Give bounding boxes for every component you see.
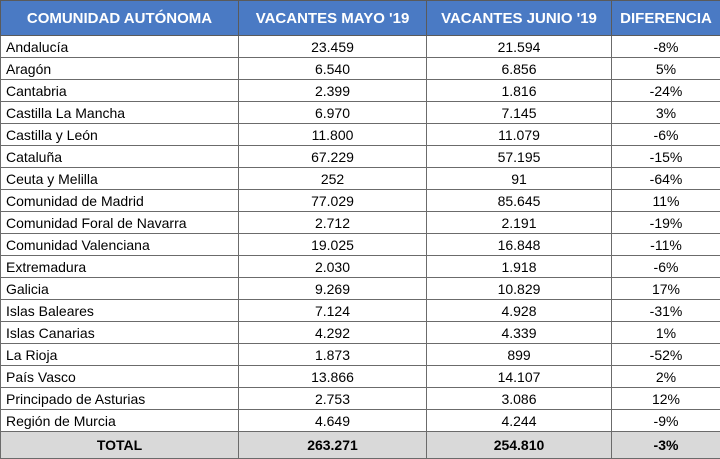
table-row: [1, 388, 720, 410]
diferencia: -6%: [612, 256, 720, 278]
header-vacantes-junio: VACANTES JUNIO '19: [427, 1, 612, 36]
table-row: [1, 146, 720, 168]
region-name: La Rioja: [1, 344, 239, 366]
diferencia: 1%: [612, 322, 720, 344]
region-name: Cataluña: [1, 146, 239, 168]
vacantes-junio: 57.195: [427, 146, 612, 168]
diferencia: -64%: [612, 168, 720, 190]
region-name: Islas Canarias: [1, 322, 239, 344]
vacantes-mayo: 19.025: [239, 234, 427, 256]
region-name: Cantabria: [1, 80, 239, 102]
vacantes-mayo: 67.229: [239, 146, 427, 168]
region-name: Andalucía: [1, 36, 239, 58]
header-diferencia: DIFERENCIA: [612, 1, 720, 36]
table-row: [1, 410, 720, 432]
vacantes-mayo: 77.029: [239, 190, 427, 212]
vacantes-mayo: 7.124: [239, 300, 427, 322]
vacantes-junio: 899: [427, 344, 612, 366]
table-row: [1, 278, 720, 300]
vacantes-mayo: 23.459: [239, 36, 427, 58]
vacantes-mayo: 2.399: [239, 80, 427, 102]
region-name: Región de Murcia: [1, 410, 239, 432]
region-name: Comunidad Valenciana: [1, 234, 239, 256]
diferencia: -19%: [612, 212, 720, 234]
table-row: [1, 300, 720, 322]
diferencia: 12%: [612, 388, 720, 410]
region-name: País Vasco: [1, 366, 239, 388]
table-row: [1, 344, 720, 366]
region-name: Ceuta y Melilla: [1, 168, 239, 190]
table-row: [1, 366, 720, 388]
vacantes-junio: 16.848: [427, 234, 612, 256]
vacantes-junio: 7.145: [427, 102, 612, 124]
vacantes-junio: 91: [427, 168, 612, 190]
diferencia: -24%: [612, 80, 720, 102]
vacantes-mayo: 9.269: [239, 278, 427, 300]
header-vacantes-mayo: VACANTES MAYO '19: [239, 1, 427, 36]
table-row: [1, 190, 720, 212]
vacantes-mayo: 6.540: [239, 58, 427, 80]
table-row: [1, 212, 720, 234]
table-row: [1, 102, 720, 124]
diferencia: -9%: [612, 410, 720, 432]
total-row: [1, 432, 720, 459]
vacantes-junio: 2.191: [427, 212, 612, 234]
vacantes-mayo: 2.712: [239, 212, 427, 234]
vacantes-junio: 85.645: [427, 190, 612, 212]
vacantes-junio: 1.918: [427, 256, 612, 278]
diferencia: -6%: [612, 124, 720, 146]
vacantes-junio: 21.594: [427, 36, 612, 58]
table-row: [1, 80, 720, 102]
vacantes-junio: 4.928: [427, 300, 612, 322]
vacantes-mayo: 252: [239, 168, 427, 190]
header-comunidad: COMUNIDAD AUTÓNOMA: [1, 1, 239, 36]
table-row: [1, 168, 720, 190]
table-row: [1, 58, 720, 80]
vacantes-mayo: 4.292: [239, 322, 427, 344]
region-name: Comunidad Foral de Navarra: [1, 212, 239, 234]
diferencia: -8%: [612, 36, 720, 58]
header-row: [1, 1, 720, 36]
region-name: Galicia: [1, 278, 239, 300]
diferencia: -11%: [612, 234, 720, 256]
region-name: Principado de Asturias: [1, 388, 239, 410]
vacantes-mayo: 2.753: [239, 388, 427, 410]
diferencia: 5%: [612, 58, 720, 80]
total-mayo: 263.271: [239, 432, 427, 459]
vacantes-junio: 1.816: [427, 80, 612, 102]
vacantes-junio: 14.107: [427, 366, 612, 388]
diferencia: 3%: [612, 102, 720, 124]
diferencia: -52%: [612, 344, 720, 366]
total-junio: 254.810: [427, 432, 612, 459]
region-name: Extremadura: [1, 256, 239, 278]
total-diferencia: -3%: [612, 432, 720, 459]
vacantes-mayo: 6.970: [239, 102, 427, 124]
diferencia: 17%: [612, 278, 720, 300]
vacantes-mayo: 11.800: [239, 124, 427, 146]
table-row: [1, 322, 720, 344]
vacantes-mayo: 4.649: [239, 410, 427, 432]
region-name: Castilla y León: [1, 124, 239, 146]
region-name: Islas Baleares: [1, 300, 239, 322]
table-row: [1, 36, 720, 58]
vacantes-junio: 4.244: [427, 410, 612, 432]
vacantes-mayo: 13.866: [239, 366, 427, 388]
region-name: Castilla La Mancha: [1, 102, 239, 124]
vacantes-mayo: 2.030: [239, 256, 427, 278]
total-label: TOTAL: [1, 432, 239, 459]
vacantes-junio: 10.829: [427, 278, 612, 300]
diferencia: -15%: [612, 146, 720, 168]
diferencia: -31%: [612, 300, 720, 322]
vacantes-junio: 3.086: [427, 388, 612, 410]
vacantes-junio: 6.856: [427, 58, 612, 80]
region-name: Comunidad de Madrid: [1, 190, 239, 212]
vacantes-junio: 11.079: [427, 124, 612, 146]
vacantes-junio: 4.339: [427, 322, 612, 344]
diferencia: 11%: [612, 190, 720, 212]
table-row: [1, 234, 720, 256]
table-row: [1, 124, 720, 146]
region-name: Aragón: [1, 58, 239, 80]
vacantes-mayo: 1.873: [239, 344, 427, 366]
diferencia: 2%: [612, 366, 720, 388]
table-row: [1, 256, 720, 278]
